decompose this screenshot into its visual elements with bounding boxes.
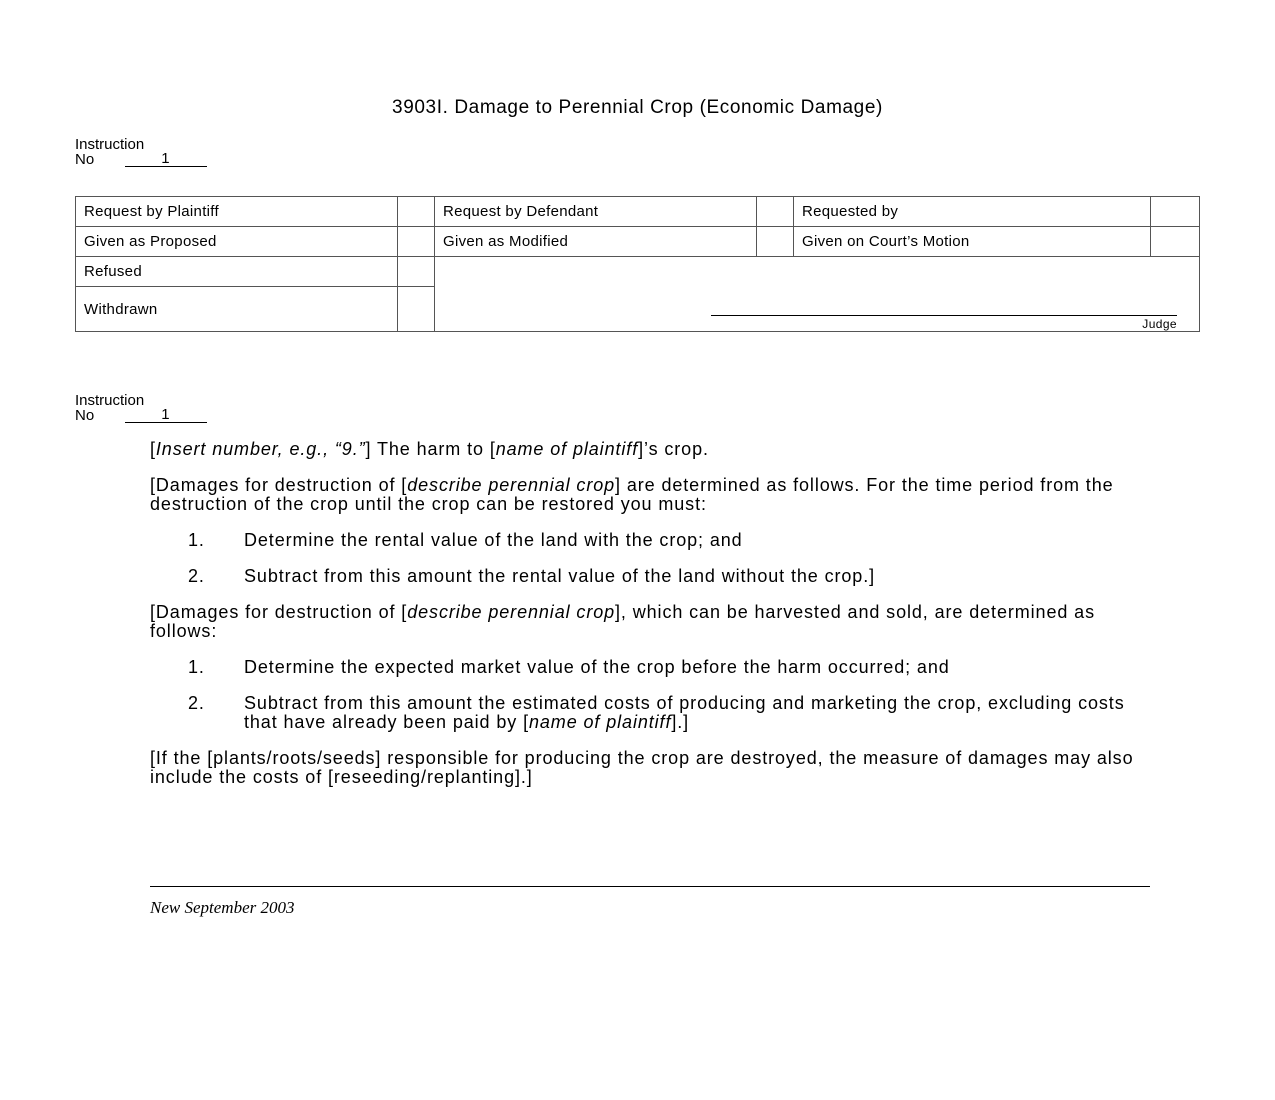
request-by-plaintiff-label: Request by Plaintiff bbox=[76, 197, 398, 227]
given-on-courts-motion-label: Given on Court’s Motion bbox=[794, 227, 1151, 257]
instruction-body bbox=[150, 440, 1150, 804]
instruction-label: Instruction bbox=[75, 392, 145, 409]
request-by-plaintiff-box bbox=[398, 197, 435, 227]
withdrawn-box bbox=[398, 287, 435, 332]
given-as-proposed-label: Given as Proposed bbox=[76, 227, 398, 257]
refused-label: Refused bbox=[76, 257, 398, 287]
given-as-modified-label: Given as Modified bbox=[435, 227, 757, 257]
instruction-no-label: No bbox=[75, 151, 95, 168]
instruction-number-bottom bbox=[75, 393, 207, 423]
list-item: 2. Subtract from this amount the estimated costs of producing and marketing the crop, excluding costs that have already been paid by [name of plaintiff].] bbox=[188, 693, 1125, 732]
list-item: 1. Determine the expected market value of the crop before the harm occurred; and bbox=[188, 657, 950, 677]
withdrawn-label: Withdrawn bbox=[76, 287, 398, 332]
list-item: 2. Subtract from this amount the rental value of the land without the crop.] bbox=[188, 566, 876, 586]
request-table bbox=[75, 196, 1200, 332]
judge-signature-cell bbox=[435, 257, 1200, 332]
instruction-number: 1 bbox=[125, 408, 207, 423]
instruction-number: 1 bbox=[125, 152, 207, 167]
paragraph-rental-value: [Damages for destruction of [describe perennial crop] are determined as follows. For the time period from the destruction of the crop until the crop can be restored you must: bbox=[150, 475, 1114, 514]
refused-box bbox=[398, 257, 435, 287]
instruction-label: Instruction bbox=[75, 136, 145, 153]
list-item: 1. Determine the rental value of the land with the crop; and bbox=[188, 530, 743, 550]
footer-divider bbox=[150, 886, 1150, 887]
requested-by-box bbox=[1151, 197, 1200, 227]
judge-label: Judge bbox=[1142, 317, 1177, 331]
given-as-proposed-box bbox=[398, 227, 435, 257]
instruction-no-label: No bbox=[75, 407, 95, 424]
paragraph-replanting: [If the [plants/roots/seeds] responsible for producing the crop are destroyed, the measure of damages may also include the costs of [reseeding/replanting].] bbox=[150, 748, 1134, 787]
request-by-defendant-label: Request by Defendant bbox=[435, 197, 757, 227]
judge-signature-line bbox=[711, 315, 1177, 316]
list-market-value bbox=[150, 658, 1150, 732]
given-on-courts-motion-box bbox=[1151, 227, 1200, 257]
requested-by-label: Requested by bbox=[794, 197, 1151, 227]
page-title: 3903I. Damage to Perennial Crop (Economic Damage) bbox=[392, 97, 883, 118]
revision-note: New September 2003 bbox=[150, 898, 295, 917]
given-as-modified-box bbox=[757, 227, 794, 257]
paragraph-market-value: [Damages for destruction of [describe perennial crop], which can be harvested and sold, are determined as follows: bbox=[150, 602, 1095, 641]
instruction-number-top bbox=[75, 137, 207, 167]
list-rental-value bbox=[150, 531, 1150, 586]
request-by-defendant-box bbox=[757, 197, 794, 227]
instruction-heading: [Insert number, e.g., “9.”] The harm to [name of plaintiff]’s crop. bbox=[150, 439, 709, 459]
